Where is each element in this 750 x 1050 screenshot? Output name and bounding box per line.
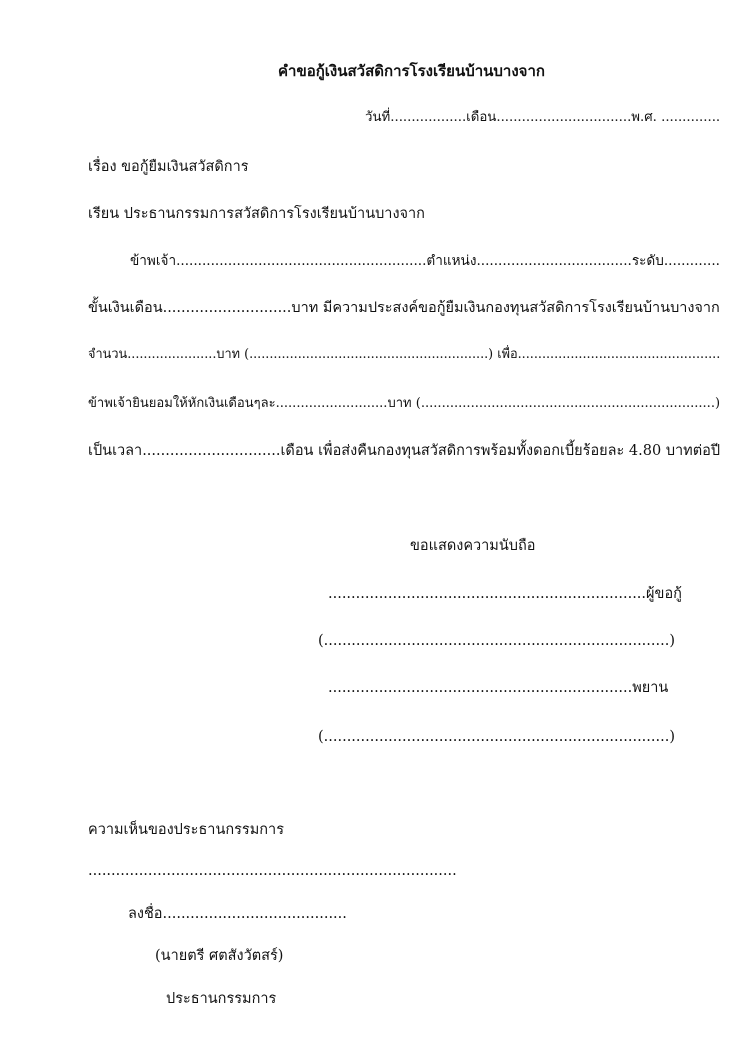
- salary-purpose-line: ขั้นเงินเดือน............................บาท มีความประสงค์ขอกู้ยืมเงินกองทุนสวัสดิการโรงเรียนบ้านบางจาก: [88, 300, 720, 316]
- witness-name-line: (...........................................................................): [318, 729, 675, 745]
- chairman-opinion-heading: ความเห็นของประธานกรรมการ: [88, 822, 284, 838]
- witness-signature-line: ..................................................................พยาน: [328, 680, 669, 696]
- borrower-signature-line: .....................................................................ผู้ขอกู้: [328, 586, 682, 602]
- chairman-opinion-line: ................................................................................: [88, 863, 457, 879]
- salutation-line: เรียน ประธานกรรมการสวัสดิการโรงเรียนบ้านบางจาก: [88, 206, 425, 222]
- applicant-line: ข้าพเจ้า..........................................................ตำแหน่ง....................................ระดับ.............: [130, 253, 720, 269]
- deduction-line: ข้าพเจ้ายินยอมให้หักเงินเดือนๆละ...........................บาท (.......................................................................): [88, 396, 721, 411]
- subject-line: เรื่อง ขอกู้ยืมเงินสวัสดิการ: [88, 159, 249, 175]
- form-title: คำขอกู้เงินสวัสดิการโรงเรียนบ้านบางจาก: [278, 62, 545, 80]
- closing-text: ขอแสดงความนับถือ: [410, 538, 536, 554]
- date-line: วันที่..................เดือน................................พ.ศ. ..............: [365, 110, 721, 125]
- duration-line: เป็นเวลา..............................เดือน เพื่อส่งคืนกองทุนสวัสดิการพร้อมทั้งดอกเบี้ยร้อยละ 4.80 บาทต่อปี: [88, 443, 721, 459]
- chairman-position: ประธานกรรมการ: [166, 991, 277, 1007]
- borrower-name-line: (...........................................................................): [318, 633, 675, 649]
- amount-line: จำนวน......................บาท (...........................................................) เพื่อ..................................................: [88, 347, 721, 362]
- chairman-sign-line: ลงชื่อ........................................: [128, 906, 347, 922]
- chairman-name: (นายตรี ศตสังวัตสร์): [155, 948, 284, 964]
